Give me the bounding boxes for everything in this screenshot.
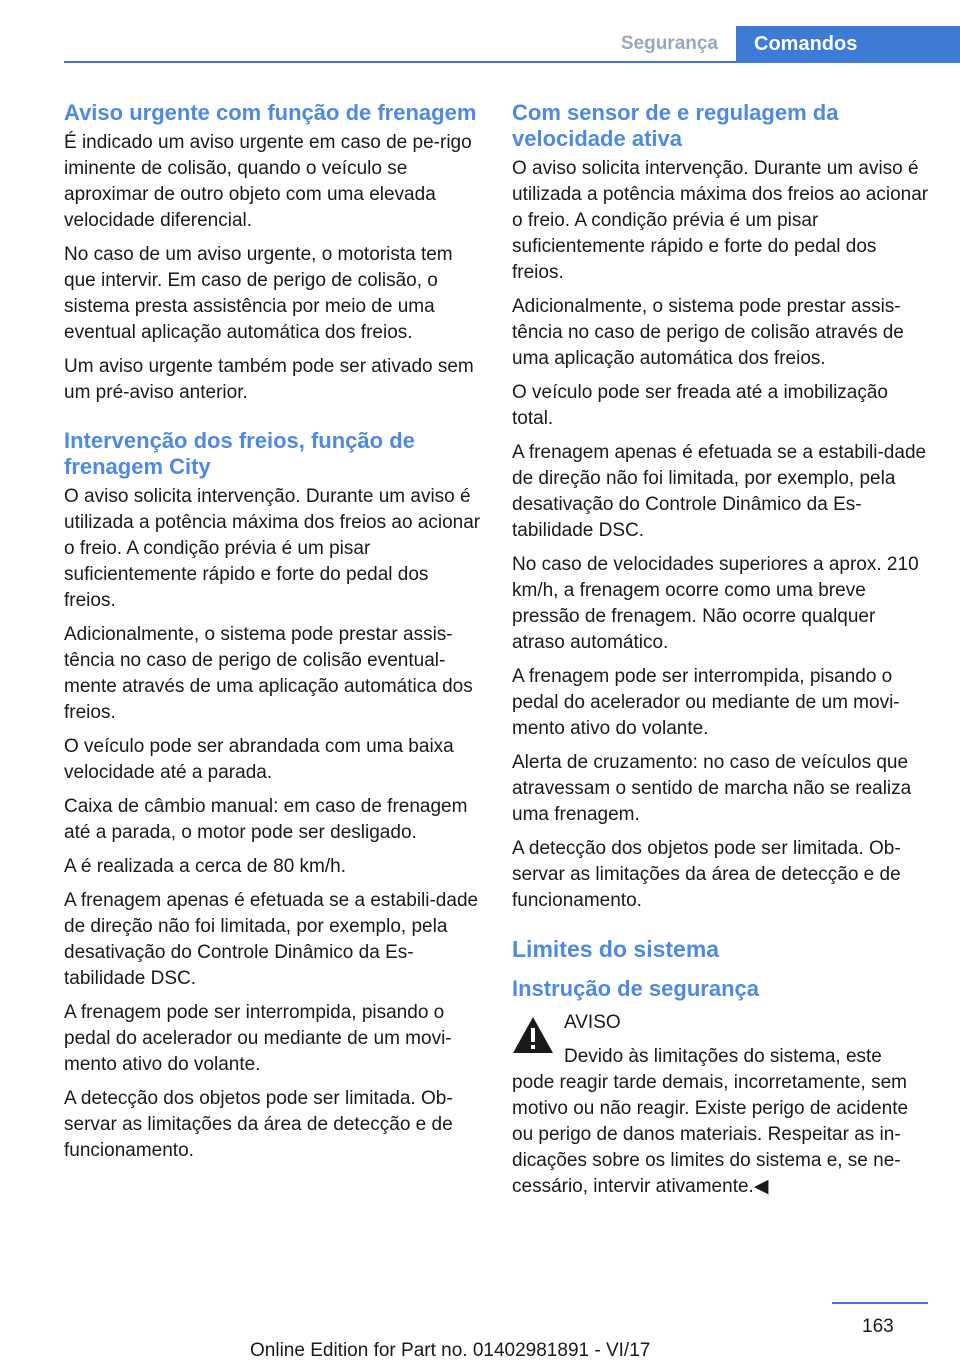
- paragraph: A é realizada a cerca de 80 km/h.: [64, 856, 346, 877]
- heading-system-limits: Limites do sistema: [512, 936, 720, 962]
- header-rule: [64, 61, 960, 63]
- heading-safety-instruction: Instrução de segurança: [512, 976, 759, 1001]
- paragraph: É indicado um aviso urgente em caso de pe‐rigo iminente de colisão, quando o veículo se aproximar de outro objeto com uma elevada velocidade diferencial.: [64, 132, 472, 231]
- paragraph: Alerta de cruzamento: no caso de veículos que atravessam o sentido de marcha não se realiza uma frenagem.: [512, 752, 912, 825]
- right-column: [512, 100, 932, 1200]
- paragraph: O veículo pode ser abrandada com uma baixa velocidade até a parada.: [64, 736, 454, 783]
- header-section-label: Segurança: [620, 33, 718, 54]
- header-chapter-tab: Comandos: [736, 26, 960, 62]
- heading-urgent-warning: Aviso urgente com função de frenagem: [64, 100, 477, 125]
- paragraph: A frenagem apenas é efetuada se a estabili‐dade de direção não foi limitada, por exemplo, pela desativação do Controle Dinâmico da Es‐tabilidade DSC.: [512, 442, 927, 541]
- paragraph: No caso de velocidades superiores a aprox. 210 km/h, a frenagem ocorre como uma breve pressão de frenagem. Não ocorre qualquer atraso automático.: [512, 554, 919, 653]
- page-number: 163: [862, 1316, 894, 1337]
- paragraph: A frenagem pode ser interrompida, pisando o pedal do acelerador ou mediante de um movi‐mento ativo do volante.: [512, 666, 900, 739]
- paragraph: Adicionalmente, o sistema pode prestar assis‐tência no caso de perigo de colisão eventual‐mente através de uma aplicação automática dos freios.: [64, 624, 473, 723]
- warning-triangle-icon: [512, 1016, 554, 1054]
- left-column: [64, 100, 484, 1172]
- page-header: [0, 0, 960, 62]
- paragraph: O aviso solicita intervenção. Durante um aviso é utilizada a potência máxima dos freios ao acionar o freio. A condição prévia é um pisar suficientemente rápido e forte do pedal dos freios.: [64, 486, 481, 611]
- warning-label: AVISO: [564, 1012, 621, 1033]
- warning-first-line: Devido às limitações do sistema, este: [564, 1046, 882, 1067]
- paragraph: No caso de um aviso urgente, o motorista tem que intervir. Em caso de perigo de colisão, o sistema presta assistência por meio de uma eventual aplicação automática dos freios.: [64, 244, 453, 343]
- paragraph: O veículo pode ser freada até a imobilização total.: [512, 382, 888, 429]
- warning-text: [512, 1044, 932, 1200]
- footer-rule: [832, 1302, 928, 1304]
- paragraph: A detecção dos objetos pode ser limitada. Ob‐servar as limitações da área de detecção e de funcionamento.: [64, 1088, 453, 1161]
- paragraph: O aviso solicita intervenção. Durante um aviso é utilizada a potência máxima dos freios ao acionar o freio. A condição prévia é um pisar suficientemente rápido e forte do pedal dos freios.: [512, 158, 929, 283]
- paragraph: Adicionalmente, o sistema pode prestar assis‐tência no caso de perigo de colisão através de uma aplicação automática dos freios.: [512, 296, 904, 369]
- warning-body: pode reagir tarde demais, incorretamente, sem motivo ou não reagir. Existe perigo de acidente ou perigo de danos materiais. Respeitar as in‐dicações sobre os limites do sistema e, se ne‐cessário, intervir ativamente.◀: [512, 1072, 909, 1197]
- paragraph: Caixa de câmbio manual: em caso de frenagem até a parada, o motor pode ser desligado.: [64, 796, 468, 843]
- paragraph: A detecção dos objetos pode ser limitada. Ob‐servar as limitações da área de detecção e de funcionamento.: [512, 838, 901, 911]
- warning-box: [512, 1010, 932, 1200]
- paragraph: A frenagem pode ser interrompida, pisando o pedal do acelerador ou mediante de um movi‐mento ativo do volante.: [64, 1002, 452, 1075]
- paragraph: Um aviso urgente também pode ser ativado sem um pré-aviso anterior.: [64, 356, 474, 403]
- paragraph: A frenagem apenas é efetuada se a estabili‐dade de direção não foi limitada, por exemplo, pela desativação do Controle Dinâmico da Es‐tabilidade DSC.: [64, 890, 479, 989]
- heading-active-speed-control: Com sensor de e regulagem da velocidade ativa: [512, 100, 839, 151]
- heading-brake-intervention: Intervenção dos freios, função de frenagem City: [64, 428, 415, 479]
- edition-note: Online Edition for Part no. 01402981891 - VI/17: [250, 1340, 651, 1361]
